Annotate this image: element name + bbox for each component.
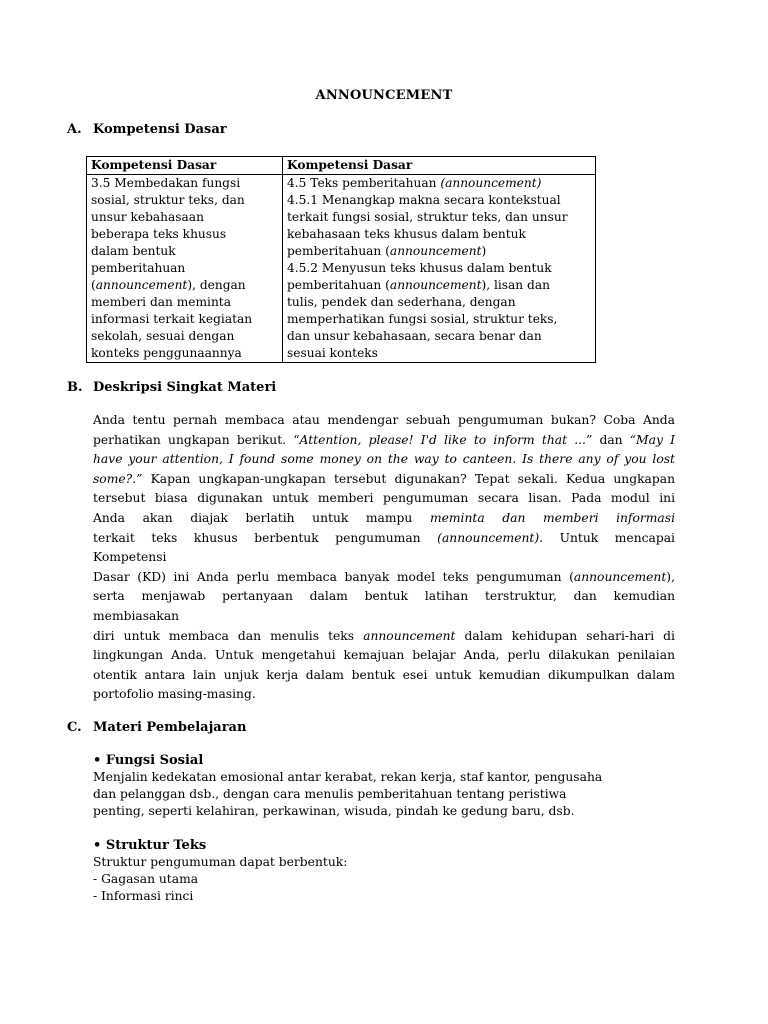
paragraph-line — [93, 509, 675, 529]
section-a-heading — [67, 122, 227, 137]
table-header-cell: Kompetensi Dasar — [87, 157, 283, 175]
italic-text: have your attention, I found some money on the way to canteen. Is there any of you lost — [93, 452, 675, 467]
paragraph-line — [93, 685, 675, 705]
section-letter: C. — [67, 720, 82, 735]
fungsi-sosial-heading: • Fungsi Sosial — [93, 753, 204, 768]
text-line: - Informasi rinci — [93, 889, 194, 903]
text-line: Struktur pengumuman dapat berbentuk: — [93, 855, 348, 869]
text-run: lingkungan Anda. Untuk mengetahui kemajuan belajar Anda, perlu dilakukan penilaian — [93, 648, 675, 663]
text-run: Dasar (KD) ini Anda perlu membaca banyak model teks pengumuman ( — [93, 569, 574, 584]
text-run: diri untuk membaca dan menulis teks — [93, 628, 364, 643]
cell-line: sesuai konteks — [287, 346, 378, 360]
cell-line: konteks penggunaannya — [91, 346, 242, 360]
cell-line — [287, 277, 591, 294]
cell-line: tulis, pendek dan sederhana, dengan — [287, 295, 516, 309]
text-run: ) — [481, 244, 487, 258]
italic-text: announcement — [389, 278, 482, 292]
cell-line: informasi terkait kegiatan — [91, 312, 253, 326]
text-run: pemberitahuan ( — [287, 244, 390, 258]
text-run: ), dengan — [187, 278, 246, 292]
italic-text: Attention, please! I'd like to inform that ...” — [299, 432, 593, 447]
description-paragraph — [93, 411, 675, 705]
text-run: ), lisan dan — [481, 278, 550, 292]
italic-text: announcement — [95, 278, 188, 292]
paragraph-line — [93, 411, 675, 431]
italic-text: (announcement). — [437, 530, 544, 545]
text-run: Anda akan diajak berlatih untuk mampu — [93, 510, 430, 525]
text-run: ), — [666, 569, 675, 584]
kompetensi-table — [86, 156, 596, 363]
struktur-teks-heading: • Struktur Teks — [93, 838, 207, 853]
cell-line: dalam bentuk — [91, 244, 176, 258]
text-line: dan pelanggan dsb., dengan cara menulis pemberitahuan tentang peristiwa — [93, 787, 567, 801]
cell-line — [287, 175, 591, 192]
text-run: ( — [91, 278, 96, 292]
cell-line: 4.5.1 Menangkap makna secara kontekstual — [287, 193, 561, 207]
cell-line: kebahasaan teks khusus dalam bentuk — [287, 227, 526, 241]
cell-line: 4.5.2 Menyusun teks khusus dalam bentuk — [287, 261, 552, 275]
section-title: Kompetensi Dasar — [93, 122, 227, 137]
text-run: Untuk mencapai — [543, 530, 675, 545]
cell-line: dan unsur kebahasaan, secara benar dan — [287, 329, 542, 343]
italic-text: meminta dan memberi informasi — [429, 510, 675, 525]
cell-line: pemberitahuan — [91, 261, 186, 275]
text-line: - Gagasan utama — [93, 872, 199, 886]
italic-text: announcement — [573, 569, 667, 584]
text-line: Menjalin kedekatan emosional antar kerabat, rekan kerja, staf kantor, pengusaha — [93, 770, 603, 784]
italic-text: announcement — [363, 628, 456, 643]
cell-line: beberapa teks khusus — [91, 227, 227, 241]
text-run: 4.5 Teks pemberitahuan — [287, 176, 441, 190]
text-run: Anda tentu pernah membaca atau mendengar sebuah pengumuman bukan? Coba Anda — [93, 413, 675, 427]
section-letter: A. — [67, 122, 82, 137]
cell-line: memberi dan meminta — [91, 295, 231, 309]
table-cell-kd-3-5 — [87, 175, 283, 363]
page-title: ANNOUNCEMENT — [315, 88, 453, 103]
text-run: Kapan ungkapan-ungkapan tersebut digunakan? Tepat sekali. Kedua ungkapan — [142, 471, 675, 486]
fungsi-sosial-block — [93, 752, 653, 820]
paragraph-line — [93, 489, 675, 509]
text-line: penting, seperti kelahiran, perkawinan, wisuda, pindah ke gedung baru, dsb. — [93, 804, 575, 818]
paragraph-line — [93, 568, 675, 588]
section-title: Materi Pembelajaran — [93, 720, 247, 735]
paragraph-line — [93, 607, 675, 627]
italic-text: “May I — [629, 432, 675, 447]
table-header-cell: Kompetensi Dasar — [283, 157, 596, 175]
cell-line: unsur kebahasaan — [91, 210, 204, 224]
text-run: membiasakan — [93, 608, 180, 623]
table-header-row — [87, 157, 596, 175]
italic-text: some?.” — [93, 471, 143, 486]
table-row — [87, 175, 596, 363]
cell-line: memperhatikan fungsi sosial, struktur teks, — [287, 312, 558, 326]
paragraph-line — [93, 587, 675, 607]
paragraph-line — [93, 450, 675, 470]
text-run: portofolio masing-masing. — [93, 687, 256, 702]
table-cell-kd-4-5 — [283, 175, 596, 363]
struktur-teks-block — [93, 837, 653, 905]
cell-line: terkait fungsi sosial, struktur teks, dan unsur — [287, 210, 568, 224]
section-title: Deskripsi Singkat Materi — [93, 380, 277, 395]
cell-line — [91, 277, 278, 294]
text-run: terkait teks khusus berbentuk pengumuman — [93, 530, 438, 545]
text-run: perhatikan ungkapan berikut. “ — [93, 432, 300, 447]
text-run: serta menjawab pertanyaan dalam bentuk latihan terstruktur, dan kemudian — [93, 589, 675, 604]
italic-text: (announcement) — [440, 176, 542, 190]
section-letter: B. — [67, 380, 83, 395]
cell-line: 3.5 Membedakan fungsi — [91, 176, 241, 190]
paragraph-line — [93, 470, 675, 490]
paragraph-line — [93, 627, 675, 647]
cell-line: sosial, struktur teks, dan — [91, 193, 245, 207]
text-run: Kompetensi — [93, 550, 167, 565]
paragraph-line — [93, 548, 675, 568]
paragraph-line — [93, 666, 675, 686]
paragraph-line — [93, 646, 675, 666]
text-run: pemberitahuan ( — [287, 278, 390, 292]
text-run: otentik antara lain unjuk kerja dalam bentuk esei untuk kemudian dikumpulkan dalam — [93, 667, 675, 682]
text-run: dalam kehidupan sehari-hari di — [455, 628, 675, 643]
italic-text: announcement — [389, 244, 482, 258]
section-c-heading — [67, 720, 246, 735]
cell-line: sekolah, sesuai dengan — [91, 329, 235, 343]
paragraph-line — [93, 529, 675, 549]
text-run: tersebut biasa digunakan untuk memberi pengumuman secara lisan. Pada modul ini — [93, 491, 675, 506]
text-run: dan — [592, 432, 630, 447]
paragraph-line — [93, 431, 675, 451]
cell-line — [287, 243, 591, 260]
section-b-heading — [67, 380, 276, 395]
